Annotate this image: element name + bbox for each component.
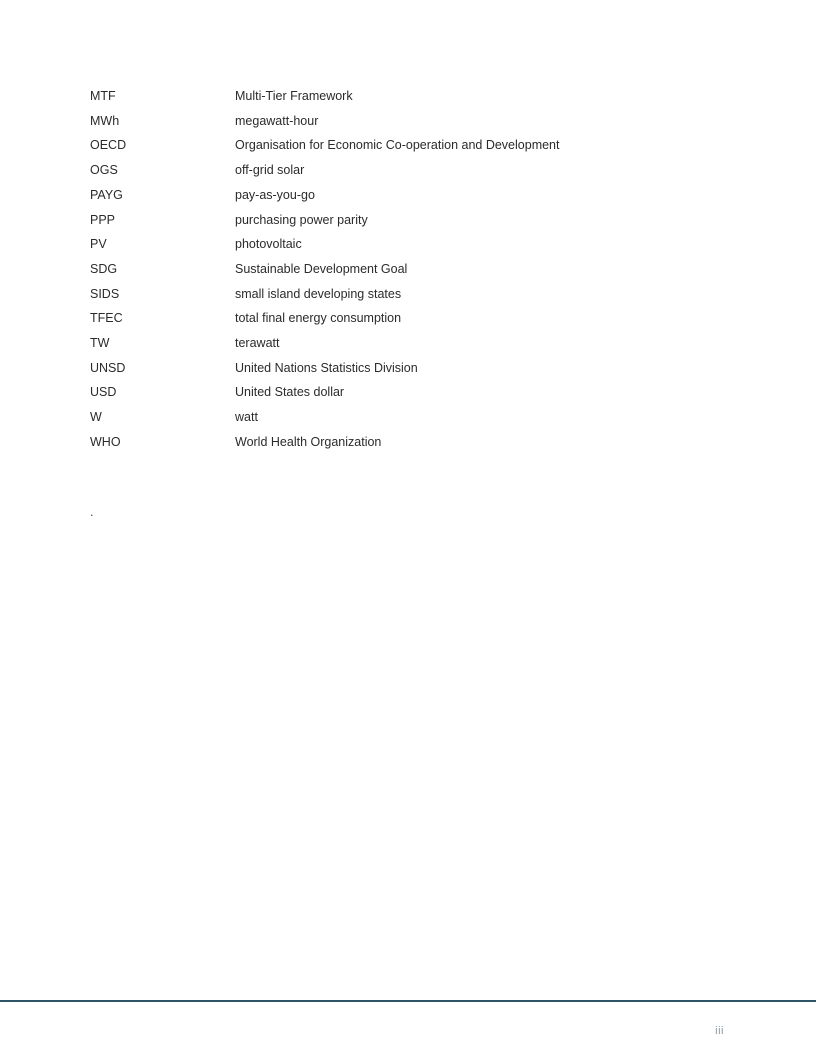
abbreviation-row: [90, 207, 750, 232]
abbreviation-row: [90, 232, 750, 257]
abbreviation-term: W: [90, 410, 102, 425]
abbreviation-definition: photovoltaic: [235, 237, 302, 252]
abbreviation-term: TW: [90, 335, 110, 350]
abbreviation-term: PV: [90, 237, 107, 252]
abbreviation-definition: pay-as-you-go: [235, 187, 315, 202]
abbreviation-row: [90, 109, 750, 134]
footer-divider: [0, 1000, 816, 1002]
abbreviation-row: [90, 84, 750, 109]
abbreviation-definition: terawatt: [235, 335, 280, 350]
abbreviation-definition: United States dollar: [235, 385, 345, 400]
stray-period-mark: .: [90, 505, 94, 519]
abbreviation-term: USD: [90, 385, 117, 400]
abbreviation-definition: off-grid solar: [235, 163, 305, 178]
abbreviation-definition: total final energy consumption: [235, 311, 402, 326]
page-number: iii: [715, 1025, 724, 1037]
abbreviation-term: PAYG: [90, 187, 123, 202]
abbreviation-term: MWh: [90, 113, 120, 128]
abbreviation-term: OECD: [90, 138, 127, 153]
abbreviation-definition: Sustainable Development Goal: [235, 261, 408, 276]
abbreviation-definition: Organisation for Economic Co-operation and Development: [235, 138, 560, 153]
abbreviation-term: UNSD: [90, 360, 126, 375]
abbreviation-row: [90, 282, 750, 307]
abbreviation-definition: Multi-Tier Framework: [235, 89, 353, 104]
abbreviation-row: [90, 331, 750, 356]
abbreviation-term: OGS: [90, 163, 118, 178]
abbreviation-row: [90, 380, 750, 405]
abbreviation-row: [90, 133, 750, 158]
abbreviation-row: [90, 356, 750, 381]
abbreviation-row: [90, 306, 750, 331]
abbreviation-definition: megawatt-hour: [235, 113, 319, 128]
abbreviation-row: [90, 430, 750, 455]
abbreviation-row: [90, 158, 750, 183]
abbreviation-term: SDG: [90, 261, 118, 276]
abbreviation-term: MTF: [90, 89, 116, 104]
abbreviation-row: [90, 183, 750, 208]
abbreviation-term: WHO: [90, 434, 121, 449]
abbreviation-definition: purchasing power parity: [235, 212, 368, 227]
abbreviation-definition: watt: [235, 410, 258, 425]
abbreviation-definition: United Nations Statistics Division: [235, 360, 418, 375]
abbreviation-term: TFEC: [90, 311, 123, 326]
abbreviation-list: [90, 84, 750, 454]
abbreviation-term: SIDS: [90, 286, 120, 301]
abbreviation-definition: small island developing states: [235, 286, 402, 301]
abbreviation-term: PPP: [90, 212, 116, 227]
abbreviation-row: [90, 405, 750, 430]
abbreviation-row: [90, 257, 750, 282]
abbreviation-definition: World Health Organization: [235, 434, 382, 449]
